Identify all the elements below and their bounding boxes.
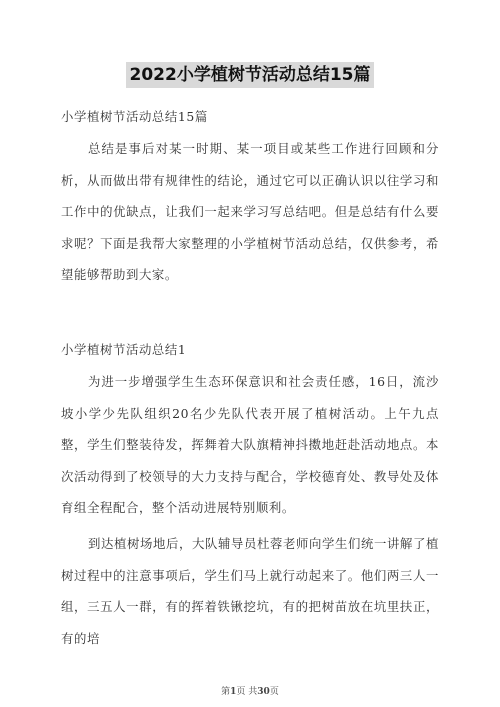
body-paragraph: 到达植树场地后，大队辅导员杜蓉老师向学生们统一讲解了植树过程中的注意事项后，学生们马上就行动起来了。他们两三人一组，三五人一群，有的挥着铁锹挖坑，有的把树苗放在坑里扶正，有的培 bbox=[61, 536, 439, 646]
document-title: 2022小学植树节活动总结15篇 bbox=[126, 62, 375, 88]
footer-prefix: 第 bbox=[221, 687, 231, 697]
page-footer bbox=[0, 684, 500, 697]
body-paragraph: 为进一步增强学生生态环保意识和社会责任感，16日，流沙坡小学少先队组织20名少先队代表开展了植树活动。上午九点整，学生们整装待发，挥舞着大队旗精神抖擞地赶赴活动地点。本次活动得到了校领导的大力支持与配合，学校德育处、教导处及体育组全程配合，整个活动进展特别顺利。 bbox=[61, 374, 439, 515]
footer-mid: 页 共 bbox=[236, 687, 258, 697]
footer-suffix: 页 bbox=[269, 687, 279, 697]
document-subtitle: 小学植树节活动总结15篇 bbox=[61, 109, 208, 124]
section-heading: 小学植树节活动总结1 bbox=[61, 342, 187, 357]
title-wrap bbox=[0, 62, 500, 88]
intro-paragraph: 总结是事后对某一时期、某一项目或某些工作进行回顾和分析，从而做出带有规律性的结论，通过它可以正确认识以往学习和工作中的优缺点，让我们一起来学习写总结吧。但是总结有什么要求呢？下面是我帮大家整理的小学植树节活动总结，仅供参考，希望能够帮助到大家。 bbox=[61, 141, 439, 282]
current-page-number: 1 bbox=[230, 687, 237, 697]
total-page-number: 30 bbox=[257, 687, 270, 697]
